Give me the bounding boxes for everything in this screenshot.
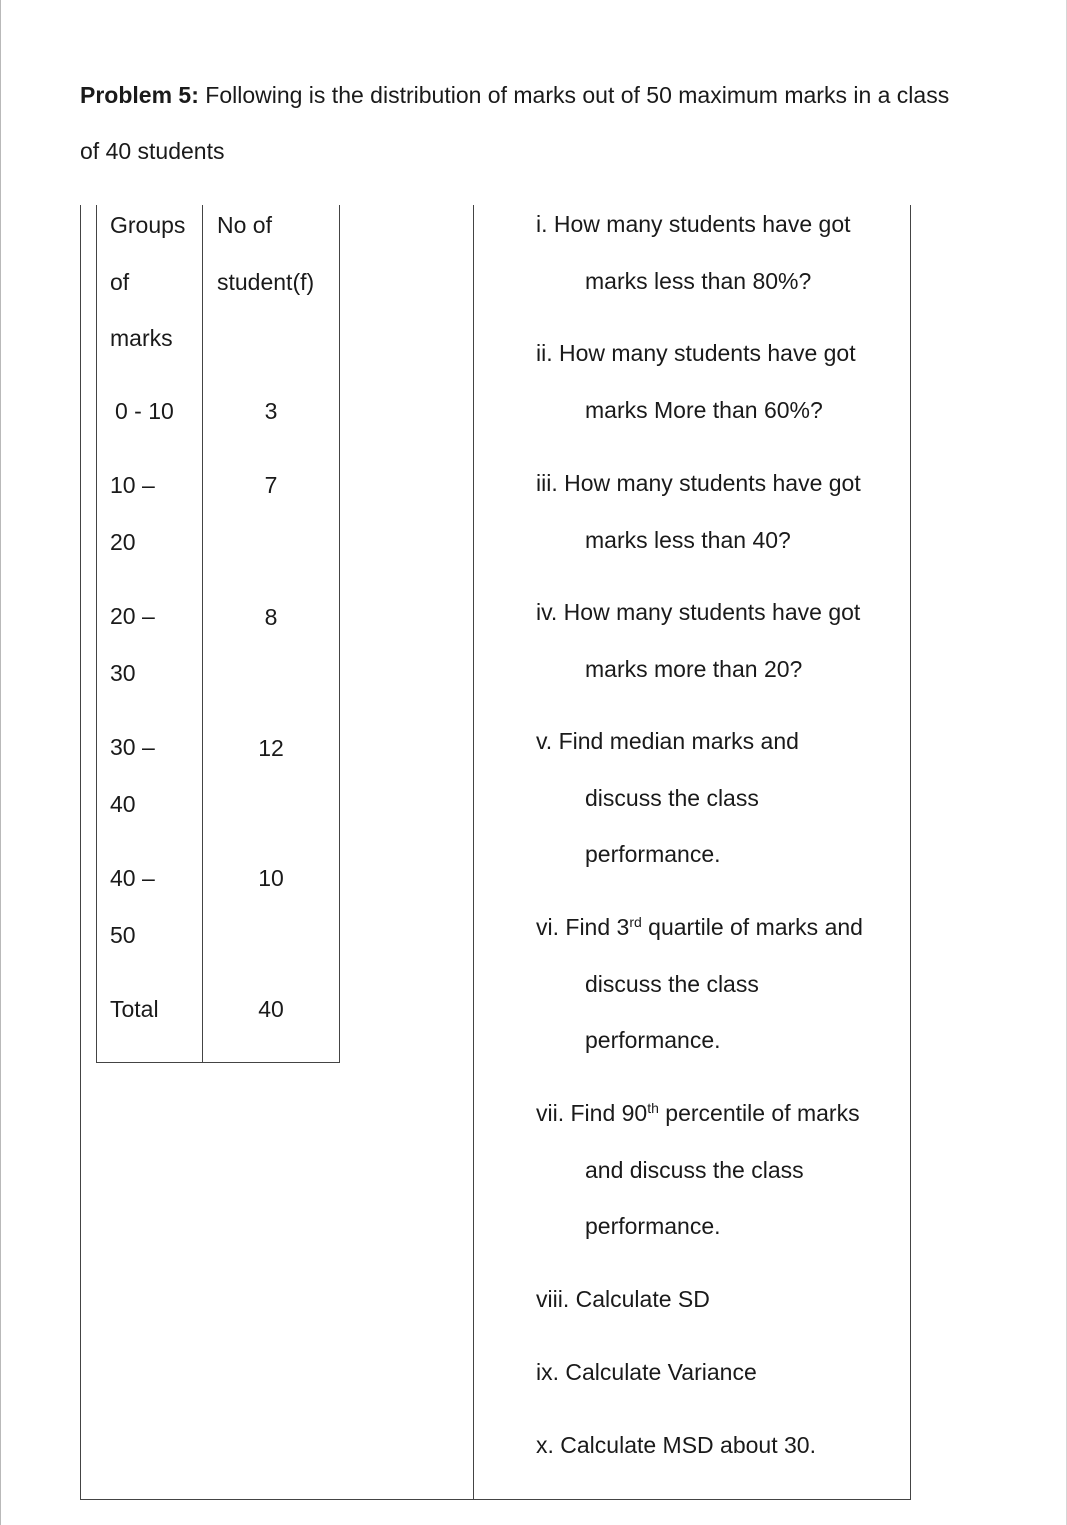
question-9: ix. Calculate Variance xyxy=(536,1359,757,1385)
question-4-cont: marks more than 20? xyxy=(585,656,803,682)
header-groups-line1: Groups xyxy=(110,212,186,238)
question-8: viii. Calculate SD xyxy=(536,1286,710,1312)
question-6-cont: discuss the class xyxy=(585,971,759,997)
question-7-suffix: percentile of marks xyxy=(658,1100,860,1126)
question-3: iii. How many students have got xyxy=(536,470,861,496)
question-7-sup: th xyxy=(647,1100,659,1116)
header-count-line2: student(f) xyxy=(217,269,315,295)
group-cell: 20 xyxy=(110,529,136,555)
question-7 xyxy=(536,1099,860,1127)
question-3-cont: marks less than 40? xyxy=(585,527,791,553)
group-cell: 30 xyxy=(110,660,136,686)
question-2-cont: marks More than 60%? xyxy=(585,397,823,423)
header-groups-line2: of xyxy=(110,269,130,295)
total-value: 40 xyxy=(258,996,284,1022)
outer-border-right xyxy=(910,205,911,1500)
header-count-line1: No of xyxy=(217,212,272,238)
group-cell: 10 – xyxy=(110,472,155,498)
question-5-cont: discuss the class xyxy=(585,785,759,811)
frequency-cell: 12 xyxy=(258,735,284,761)
question-5-cont: performance. xyxy=(585,841,721,867)
question-6-sup: rd xyxy=(629,914,642,930)
group-cell: 50 xyxy=(110,922,136,948)
frequency-cell: 10 xyxy=(258,865,284,891)
question-4: iv. How many students have got xyxy=(536,599,861,625)
group-cell: 0 - 10 xyxy=(115,398,174,424)
question-7-cont: performance. xyxy=(585,1213,721,1239)
table-border-right xyxy=(339,205,340,1063)
table-border-bottom xyxy=(96,1062,340,1063)
problem-label: Problem 5: xyxy=(80,82,199,108)
group-cell: 20 – xyxy=(110,603,155,629)
page-edge xyxy=(0,0,1,1525)
problem-text-line2: of 40 students xyxy=(80,138,225,164)
problem-text-line1: Following is the distribution of marks out of 50 maximum marks in a class xyxy=(205,82,950,108)
question-6 xyxy=(536,913,863,941)
group-cell: 30 – xyxy=(110,734,155,760)
outer-border-bottom xyxy=(80,1499,911,1500)
frequency-cell: 7 xyxy=(264,472,278,498)
question-1-cont: marks less than 80%? xyxy=(585,268,812,294)
frequency-cell: 8 xyxy=(264,604,278,630)
question-7-cont: and discuss the class xyxy=(585,1157,804,1183)
outer-border-left xyxy=(80,205,81,1500)
total-label: Total xyxy=(110,996,159,1022)
question-6-prefix: vi. Find 3 xyxy=(536,914,630,940)
group-cell: 40 xyxy=(110,791,136,817)
question-6-cont: performance. xyxy=(585,1027,721,1053)
problem-statement xyxy=(80,81,949,109)
question-2: ii. How many students have got xyxy=(536,340,856,366)
question-1: i. How many students have got xyxy=(536,211,851,237)
header-groups-line3: marks xyxy=(110,325,173,351)
question-10: x. Calculate MSD about 30. xyxy=(536,1432,816,1458)
question-6-suffix: quartile of marks and xyxy=(641,914,863,940)
table-border-mid xyxy=(202,205,203,1063)
question-5: v. Find median marks and xyxy=(536,728,799,754)
outer-border-divider xyxy=(473,205,474,1500)
group-cell: 40 – xyxy=(110,865,155,891)
frequency-cell: 3 xyxy=(264,398,278,424)
table-border-left xyxy=(96,205,97,1063)
question-7-prefix: vii. Find 90 xyxy=(536,1100,648,1126)
